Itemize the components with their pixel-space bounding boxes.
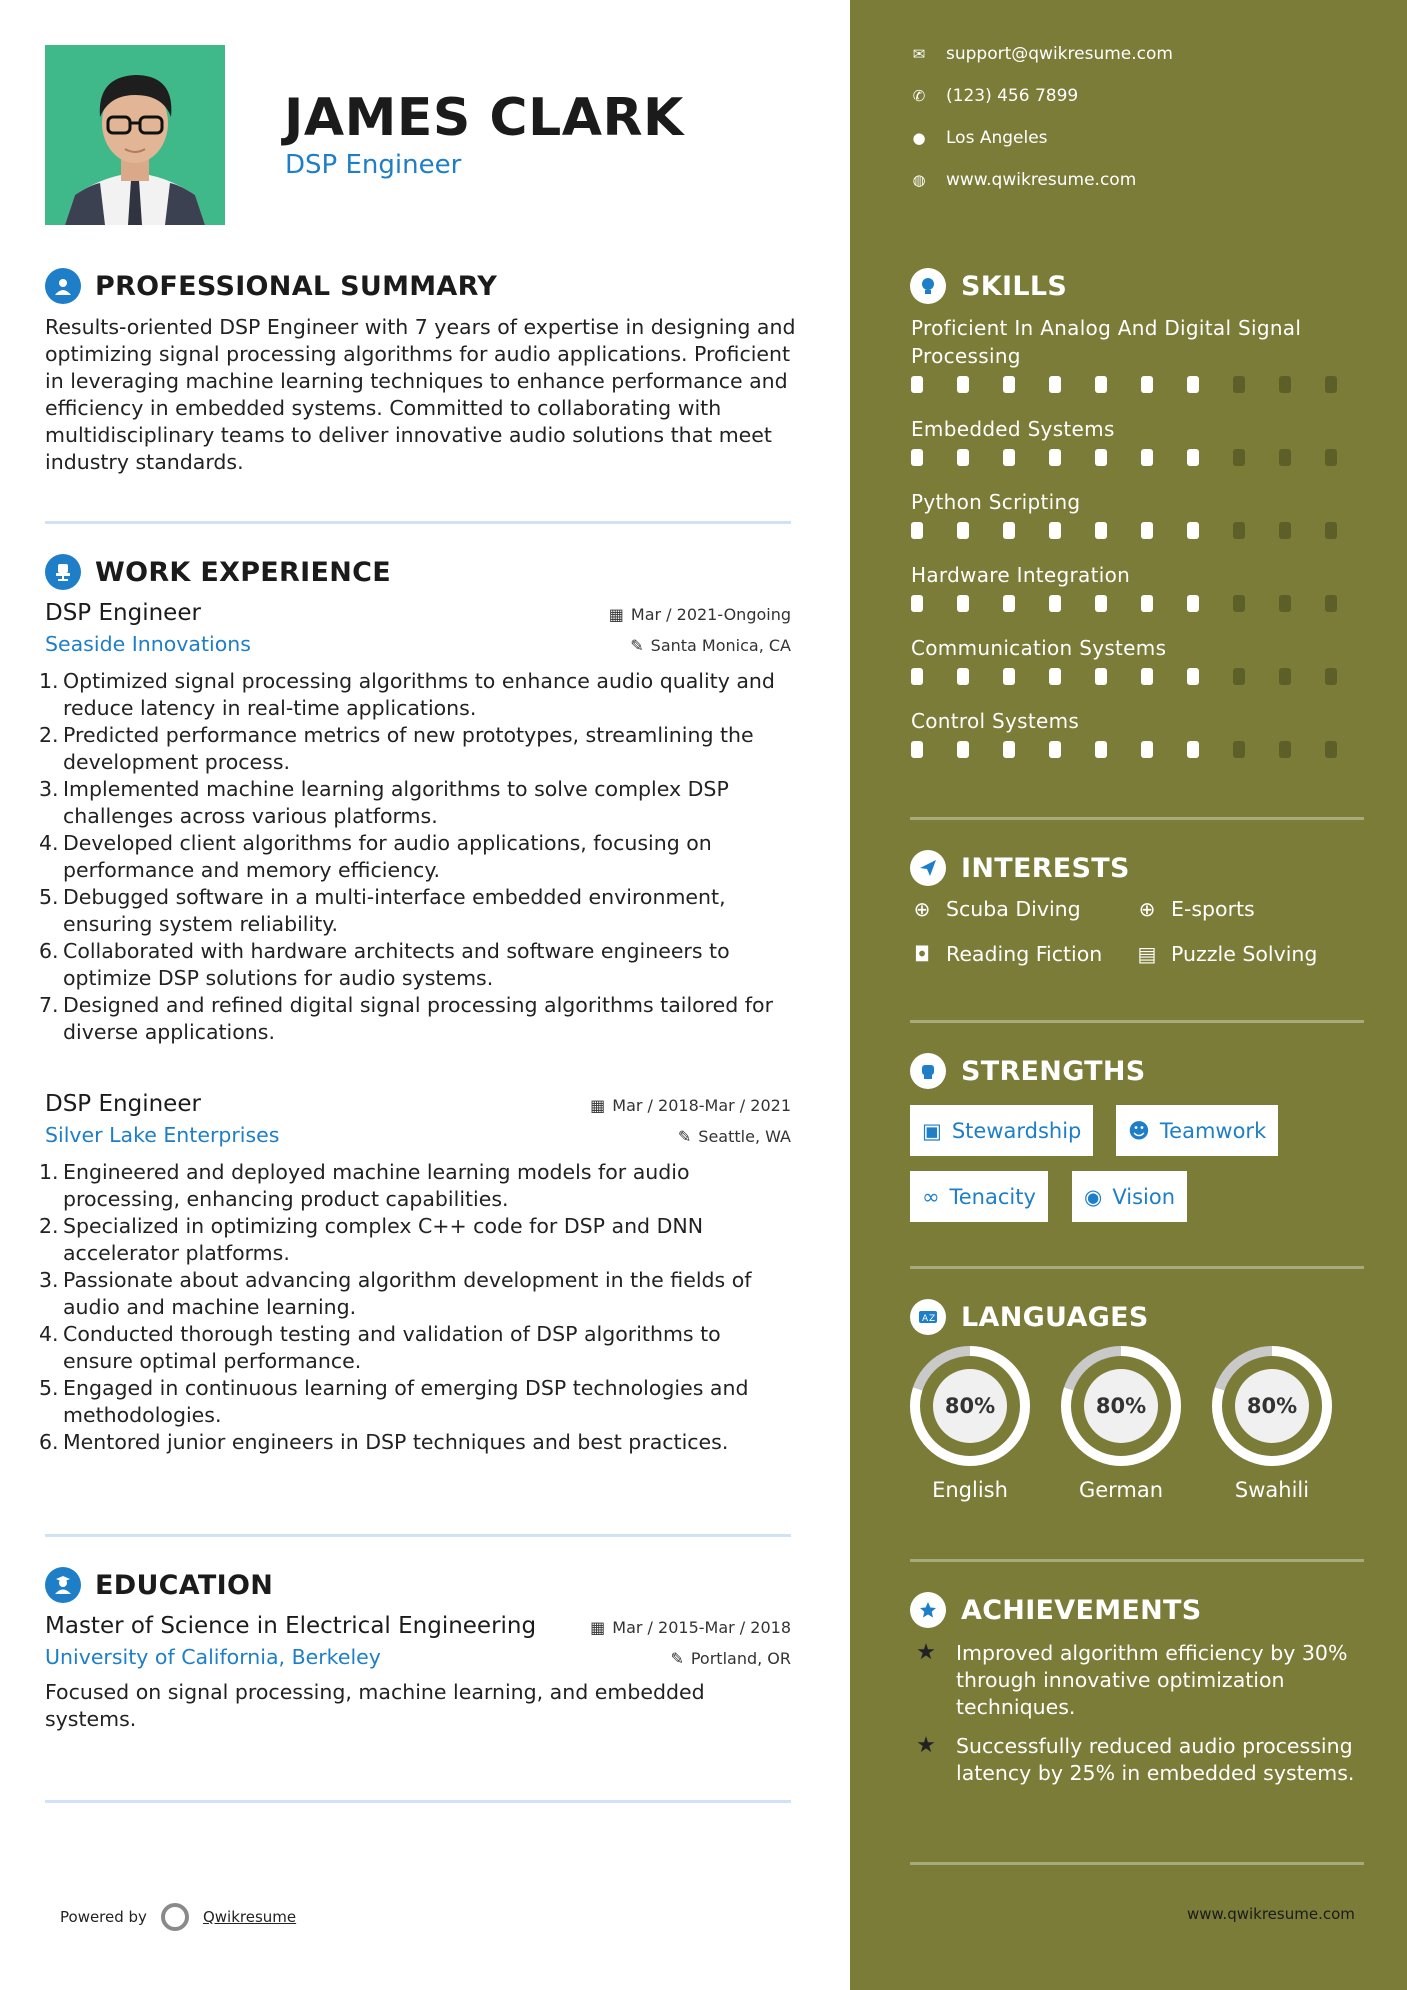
skill-dot bbox=[1325, 668, 1337, 685]
skill-dot bbox=[911, 668, 923, 685]
chair-icon bbox=[45, 554, 81, 590]
star-icon: ★ bbox=[916, 1733, 936, 1758]
list-item: 1. Optimized signal processing algorithms to enhance audio quality and reduce latency in real-time applications. bbox=[39, 669, 775, 720]
education-heading bbox=[45, 1567, 273, 1603]
summary-heading bbox=[45, 268, 497, 304]
skill-dot bbox=[1049, 595, 1061, 612]
skill-rating bbox=[911, 522, 1371, 539]
skill-dot bbox=[1233, 522, 1245, 539]
skill-dot bbox=[1049, 449, 1061, 466]
skill-dot bbox=[1279, 595, 1291, 612]
skill-dot bbox=[911, 522, 923, 539]
contact-phone[interactable]: ✆ (123) 456 7899 bbox=[910, 86, 1078, 106]
profile-photo bbox=[45, 45, 225, 225]
candidate-name: JAMES CLARK bbox=[284, 88, 684, 148]
job-date: ▦ Mar / 2021-Ongoing bbox=[608, 605, 791, 624]
list-item: 4. Conducted thorough testing and validation of DSP algorithms to ensure optimal performance. bbox=[39, 1322, 721, 1373]
skill-dot bbox=[1141, 595, 1153, 612]
skill-rating bbox=[911, 741, 1371, 758]
skill-dot bbox=[1003, 595, 1015, 612]
interest-item: ⊕ E-sports bbox=[1135, 897, 1255, 921]
list-item: 5. Debugged software in a multi-interface embedded environment, ensuring system reliability. bbox=[39, 885, 726, 936]
candidate-title: DSP Engineer bbox=[285, 150, 462, 180]
list-item: 1. Engineered and deployed machine learning models for audio processing, enhancing product capabilities. bbox=[39, 1160, 690, 1211]
user-icon bbox=[45, 268, 81, 304]
skill-dot bbox=[1325, 595, 1337, 612]
skill-dot bbox=[911, 595, 923, 612]
skill-item bbox=[911, 488, 1371, 539]
skill-dot bbox=[1325, 449, 1337, 466]
language-progress-ring bbox=[1061, 1346, 1181, 1466]
brand-link[interactable]: Qwikresume bbox=[202, 1908, 297, 1926]
divider bbox=[45, 1534, 791, 1537]
skill-dot bbox=[957, 449, 969, 466]
calendar-icon: ▦ bbox=[608, 605, 624, 624]
list-item: 6. Mentored junior engineers in DSP techniques and best practices. bbox=[39, 1430, 729, 1454]
achievements-heading bbox=[910, 1592, 1202, 1628]
job-entry bbox=[39, 600, 791, 1046]
school: University of California, Berkeley bbox=[45, 1645, 381, 1669]
divider bbox=[910, 1862, 1364, 1865]
skill-dot bbox=[957, 376, 969, 393]
skill-dot bbox=[911, 449, 923, 466]
skill-dot bbox=[1003, 741, 1015, 758]
strength-badge: ∞ Tenacity bbox=[910, 1171, 1048, 1222]
language-progress-ring bbox=[1212, 1346, 1332, 1466]
binoculars-icon: ◉ bbox=[1084, 1184, 1103, 1209]
skill-dot bbox=[1049, 668, 1061, 685]
skill-dot bbox=[1233, 449, 1245, 466]
skill-item bbox=[911, 561, 1371, 612]
briefcase-icon: ▣ bbox=[922, 1118, 942, 1143]
language-item bbox=[1212, 1346, 1332, 1502]
skill-dot bbox=[1279, 668, 1291, 685]
phone-icon: ✆ bbox=[912, 87, 926, 105]
skill-dot bbox=[1003, 668, 1015, 685]
skill-dot bbox=[957, 668, 969, 685]
svg-text:A: A bbox=[922, 1314, 929, 1324]
skill-name: Python Scripting bbox=[911, 490, 1081, 514]
skill-name: Proficient In Analog And Digital Signal Processing bbox=[911, 316, 1302, 368]
skill-dot bbox=[957, 741, 969, 758]
divider bbox=[910, 1559, 1364, 1562]
skill-dot bbox=[1325, 376, 1337, 393]
link-icon: ∞ bbox=[922, 1184, 940, 1209]
summary-heading-label: PROFESSIONAL SUMMARY bbox=[95, 270, 498, 302]
skill-dot bbox=[1233, 376, 1245, 393]
skill-item bbox=[911, 634, 1371, 685]
list-item: 6. Collaborated with hardware architects and software engineers to optimize DSP solutions for audio systems. bbox=[39, 939, 730, 990]
skill-rating bbox=[911, 376, 1371, 393]
skill-dot bbox=[1095, 595, 1107, 612]
skill-rating bbox=[911, 668, 1371, 685]
skill-dot bbox=[1141, 376, 1153, 393]
languages-heading bbox=[910, 1299, 1149, 1335]
skill-dot bbox=[1187, 449, 1199, 466]
list-item: 2. Specialized in optimizing complex C++ code for DSP and DNN accelerator platforms. bbox=[39, 1214, 704, 1265]
svg-text:Z: Z bbox=[929, 1314, 936, 1324]
education-location: ✎ Portland, OR bbox=[670, 1649, 791, 1668]
skill-item bbox=[911, 415, 1371, 466]
skills-heading-label: SKILLS bbox=[961, 270, 1068, 302]
translate-icon bbox=[910, 1299, 946, 1335]
skill-dot bbox=[1003, 376, 1015, 393]
contact-email[interactable]: ✉ support@qwikresume.com bbox=[910, 44, 1173, 64]
skill-dot bbox=[1095, 741, 1107, 758]
strengths-heading bbox=[910, 1053, 1146, 1089]
languages-heading-label: LANGUAGES bbox=[961, 1301, 1149, 1333]
interests-heading bbox=[910, 850, 1130, 886]
work-heading-label: WORK EXPERIENCE bbox=[95, 556, 391, 588]
job-location: ✎ Santa Monica, CA bbox=[630, 636, 791, 655]
divider bbox=[910, 1020, 1364, 1023]
star-badge-icon bbox=[910, 1592, 946, 1628]
degree: Master of Science in Electrical Engineering bbox=[45, 1613, 537, 1639]
envelope-icon: ✉ bbox=[912, 45, 926, 63]
job-date: ▦ Mar / 2018-Mar / 2021 bbox=[590, 1096, 791, 1115]
interests-heading-label: INTERESTS bbox=[961, 852, 1130, 884]
job-company: Seaside Innovations bbox=[45, 632, 251, 656]
skill-dot bbox=[1141, 741, 1153, 758]
skill-dot bbox=[1325, 522, 1337, 539]
skill-name: Hardware Integration bbox=[911, 563, 1131, 587]
job-title: DSP Engineer bbox=[45, 600, 201, 626]
footer-website[interactable]: www.qwikresume.com bbox=[1187, 1905, 1355, 1923]
skill-name: Communication Systems bbox=[911, 636, 1167, 660]
skill-dot bbox=[1049, 522, 1061, 539]
skill-dot bbox=[957, 595, 969, 612]
list-item: 7. Designed and refined digital signal processing algorithms tailored for diverse applications. bbox=[39, 993, 773, 1044]
interest-item: ▤ Puzzle Solving bbox=[1135, 942, 1317, 966]
skill-dot bbox=[1049, 376, 1061, 393]
skill-dot bbox=[1279, 741, 1291, 758]
education-description: Focused on signal processing, machine learning, and embedded systems. bbox=[45, 1680, 705, 1731]
divider bbox=[910, 1266, 1364, 1269]
skill-dot bbox=[1095, 522, 1107, 539]
skill-dot bbox=[1003, 522, 1015, 539]
job-duties bbox=[39, 668, 791, 1046]
skill-item bbox=[911, 314, 1371, 393]
skill-dot bbox=[911, 376, 923, 393]
job-company: Silver Lake Enterprises bbox=[45, 1123, 280, 1147]
education-entry bbox=[45, 1613, 791, 1733]
calendar-icon: ▦ bbox=[590, 1096, 606, 1115]
job-duties bbox=[39, 1159, 791, 1456]
list-item: 3. Passionate about advancing algorithm development in the fields of audio and machine learning. bbox=[39, 1268, 752, 1319]
skill-dot bbox=[1233, 741, 1245, 758]
gamepad-icon: ◘ bbox=[914, 942, 930, 966]
skill-dot bbox=[1141, 449, 1153, 466]
job-title: DSP Engineer bbox=[45, 1091, 201, 1117]
lightbulb-icon bbox=[910, 268, 946, 304]
education-date: ▦ Mar / 2015-Mar / 2018 bbox=[590, 1618, 791, 1637]
strengths-heading-label: STRENGTHS bbox=[961, 1055, 1146, 1087]
list-item: 4. Developed client algorithms for audio applications, focusing on performance and memory efficiency. bbox=[39, 831, 712, 882]
language-percent: 80% bbox=[933, 1369, 1007, 1443]
contact-location: ● Los Angeles bbox=[910, 128, 1048, 148]
strength-badge: ▣ Stewardship bbox=[910, 1105, 1093, 1156]
job-location: ✎ Seattle, WA bbox=[677, 1127, 791, 1146]
paper-plane-icon bbox=[910, 850, 946, 886]
skill-dot bbox=[1141, 522, 1153, 539]
divider bbox=[45, 1800, 791, 1803]
skill-dot bbox=[1187, 668, 1199, 685]
lifebuoy-icon: ⊕ bbox=[1138, 897, 1156, 921]
skill-dot bbox=[1279, 449, 1291, 466]
globe-icon: ◍ bbox=[912, 171, 926, 189]
job-entry bbox=[39, 1091, 791, 1456]
skill-dot bbox=[1325, 741, 1337, 758]
skill-item bbox=[911, 707, 1371, 758]
pin-icon: ✎ bbox=[670, 1649, 684, 1668]
graduation-icon bbox=[45, 1567, 81, 1603]
list-item: 2. Predicted performance metrics of new prototypes, streamlining the development process. bbox=[39, 723, 754, 774]
list-item: 5. Engaged in continuous learning of emerging DSP technologies and methodologies. bbox=[39, 1376, 749, 1427]
contact-website[interactable]: ◍ www.qwikresume.com bbox=[910, 170, 1136, 190]
language-name: Swahili bbox=[1234, 1478, 1310, 1502]
skill-rating bbox=[911, 595, 1371, 612]
users-icon: ☻ bbox=[1128, 1118, 1150, 1143]
divider bbox=[45, 521, 791, 524]
interest-item: ◘ Reading Fiction bbox=[910, 942, 1102, 966]
skill-dot bbox=[1095, 376, 1107, 393]
skill-dot bbox=[1003, 449, 1015, 466]
star-icon: ★ bbox=[916, 1640, 936, 1665]
work-heading bbox=[45, 554, 391, 590]
skill-dot bbox=[1233, 595, 1245, 612]
achievement-item: ★ Improved algorithm efficiency by 30% through innovative optimization techniques. bbox=[910, 1640, 1370, 1721]
qwikresume-logo-icon bbox=[161, 1903, 189, 1931]
language-name: German bbox=[1078, 1478, 1164, 1502]
skill-dot bbox=[1187, 522, 1199, 539]
powered-by-label: Powered by bbox=[60, 1908, 147, 1926]
achievements-heading-label: ACHIEVEMENTS bbox=[961, 1594, 1202, 1626]
skill-dot bbox=[911, 741, 923, 758]
skill-rating bbox=[911, 449, 1371, 466]
skill-name: Embedded Systems bbox=[911, 417, 1115, 441]
skill-dot bbox=[1187, 595, 1199, 612]
skill-dot bbox=[1233, 668, 1245, 685]
language-percent: 80% bbox=[1235, 1369, 1309, 1443]
skill-dot bbox=[1187, 741, 1199, 758]
divider bbox=[910, 817, 1364, 820]
skill-dot bbox=[1279, 522, 1291, 539]
language-progress-ring bbox=[910, 1346, 1030, 1466]
skill-dot bbox=[1187, 376, 1199, 393]
summary-text: Results-oriented DSP Engineer with 7 years of expertise in designing and optimizing signal processing algorithms for audio applications. Proficient in leveraging machine learning techniques to enhance performance and efficiency in embedded systems. Committed to collaborating with multidisciplinary teams to deliver innovative audio solutions that meet industry standards. bbox=[45, 315, 796, 474]
skills-heading bbox=[910, 268, 1067, 304]
skill-dot bbox=[1095, 668, 1107, 685]
fist-icon bbox=[910, 1053, 946, 1089]
pin-icon: ✎ bbox=[630, 636, 644, 655]
footer-powered bbox=[60, 1903, 296, 1931]
skill-dot bbox=[1141, 668, 1153, 685]
skill-dot bbox=[957, 522, 969, 539]
pin-icon: ✎ bbox=[677, 1127, 692, 1146]
language-name: English bbox=[932, 1478, 1008, 1502]
skill-name: Control Systems bbox=[911, 709, 1080, 733]
interest-item: ⊕ Scuba Diving bbox=[910, 897, 1081, 921]
strength-badge: ☻ Teamwork bbox=[1116, 1105, 1278, 1156]
skill-dot bbox=[1095, 449, 1107, 466]
skill-dot bbox=[1279, 376, 1291, 393]
calendar-icon: ▦ bbox=[590, 1618, 606, 1637]
achievement-item: ★ Successfully reduced audio processing latency by 25% in embedded systems. bbox=[910, 1733, 1370, 1787]
language-item bbox=[910, 1346, 1030, 1502]
strength-badge: ◉ Vision bbox=[1072, 1171, 1187, 1222]
language-percent: 80% bbox=[1084, 1369, 1158, 1443]
map-pin-icon: ● bbox=[912, 129, 926, 147]
education-heading-label: EDUCATION bbox=[95, 1569, 274, 1601]
skill-dot bbox=[1049, 741, 1061, 758]
list-item: 3. Implemented machine learning algorithms to solve complex DSP challenges across various platforms. bbox=[39, 777, 729, 828]
language-item bbox=[1061, 1346, 1181, 1502]
lifebuoy-icon: ⊕ bbox=[913, 897, 931, 921]
book-icon: ▤ bbox=[1137, 942, 1157, 966]
